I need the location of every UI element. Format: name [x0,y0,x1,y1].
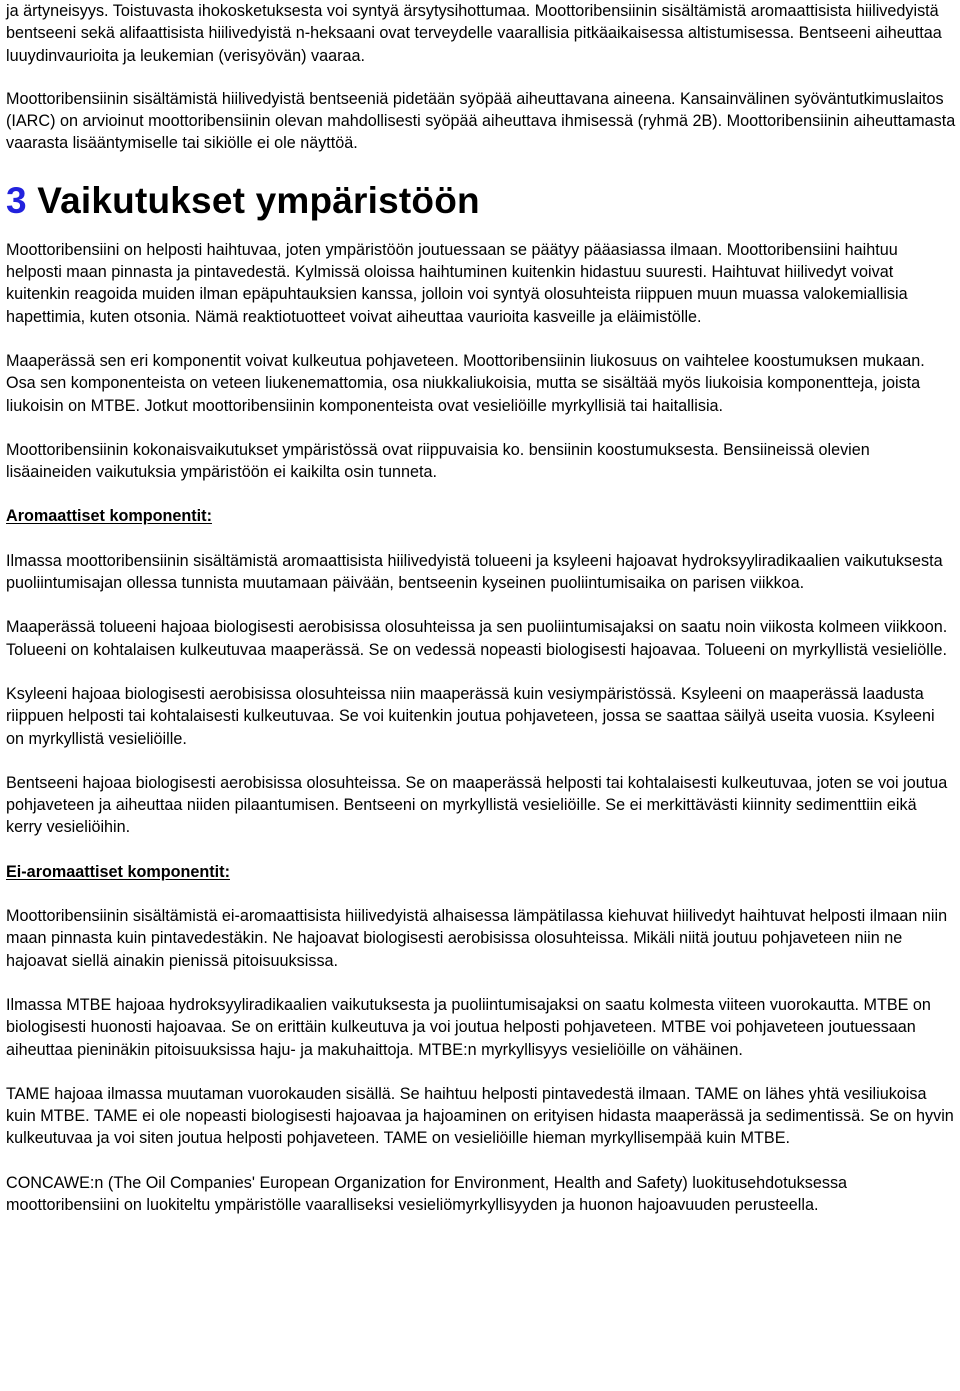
intro-paragraph-1: ja ärtyneisyys. Toistuvasta ihokosketuksesta voi syntyä ärsytysihottumaa. Moottoribensiinin sisältämistä aromaattisista hiilivedyistä bentseeni sekä alifaattisista hiilivedyistä n-heksaani ovat terveydelle vaarallisia pitkäaikaisessa altistumisessa. Bentseeni aiheuttaa luuydinvaurioita ja leukemian (verisyövän) vaaraa. [6,2,942,65]
nonaromatic-paragraph-1: Moottoribensiinin sisältämistä ei-aromaattisista hiilivedyistä alhaisessa lämpätilassa kiehuvat hiilivedyt haihtuvat helposti ilmaan niin maan pinnasta kuin pintavedestäkin. Ne hajoavat biologisesti aerobisissa olosuhteissa. Mikäli niitä joutuu pohjaveteen niin ne hajoavat siellä ainakin pienissä pitoisuuksissa. [6,907,948,970]
nonaromatic-heading: Ei-aromaattiset komponentit: [6,862,230,881]
section-title: Vaikutukset ympäristöön [37,179,480,221]
aromatic-paragraph-2: Maaperässä tolueeni hajoaa biologisesti aerobisissa olosuhteissa ja sen puoliintumisajaksi on saatu noin viikosta kolmeen viikkoon. Tolueeni on kohtalaisen kulkeutuvaa maaperässä. Se on vedessä nopeasti biologisesti hajoavaa. Tolueeni on myrkyllistä vesieliölle. [6,618,948,659]
aromatic-paragraph-3: Ksyleeni hajoaa biologisesti aerobisissa olosuhteissa niin maaperässä kuin vesiympäristössä. Ksyleeni on maaperässä laadusta riippuen helposti tai kohtalaisesti kulkeutuvaa. Se voi kuitenkin joutua pohjaveteen, jossa se saattaa säilyä useita vuosia. Ksyleeni on myrkyllistä vesieliöille. [6,684,935,748]
document-page [6,0,956,1216]
section-heading [6,179,956,223]
body-paragraph-3: Moottoribensiinin kokonaisvaikutukset ympäristössä ovat riippuvaisia ko. bensiinin koostumuksesta. Bensiineissä olevien lisäaineiden vaikutuksia ympäristöön ei kaikilta osin tunneta. [6,440,870,482]
body-paragraph-2: Maaperässä sen eri komponentit voivat kulkeutua pohjaveteen. Moottoribensiinin liukosuus on vaihtelee koostumuksen mukaan. Osa sen komponenteista on veteen liukenemattomia, osa niukkaliukoisia, mutta se sisältää myös liukoisia komponentteja, joista liukoisin on MTBE. Jotkut moottoribensiinin komponenteista ovat vesieliöille myrkyllisiä tai haitallisia. [6,351,925,415]
section-number: 3 [6,179,27,221]
aromatic-paragraph-1: Ilmassa moottoribensiinin sisältämistä aromaattisista hiilivedyistä tolueeni ja ksyleeni hajoavat hydroksyyliradikaalien vaikutuksesta puoliintumisajan ollessa tunnista muutamaan päivään, bentseenin kyseinen puoliintumisaika on parisen viikkoa. [6,551,943,593]
nonaromatic-paragraph-4: CONCAWE:n (The Oil Companies' European Organization for Environment, Health and Safety) luokitusehdotuksessa moottoribensiini on luokiteltu ympäristölle vaaralliseksi vesieliömyrkyllisyyden ja huonon hajoavuuden perusteella. [6,1173,848,1214]
intro-paragraph-2: Moottoribensiinin sisältämistä hiilivedyistä bentseeniä pidetään syöpää aiheuttavana aineena. Kansainvälinen syöväntutkimuslaitos (IARC) on arvioinut moottoribensiinin olevan mahdollisesti syöpää aiheuttava ihmisessä (ryhmä 2B). Moottoribensiinin aiheuttamasta vaarasta lisääntymiselle tai sikiölle ei ole näyttöä. [6,89,956,153]
aromatic-heading: Aromaattiset komponentit: [6,507,212,526]
nonaromatic-paragraph-3: TAME hajoaa ilmassa muutaman vuorokauden sisällä. Se haihtuu helposti pintavedestä ilmaan. TAME on lähes yhtä vesiliukoisa kuin MTBE. TAME ei ole nopeasti biologisesti hajoavaa ja hajoaminen on erityisen hidasta maaperässä ja sedimentissä. Se on hyvin kulkeutuvaa ja voi siten joutua helposti pohjaveteen. TAME on vesieliöille hieman myrkyllisempää kuin MTBE. [6,1084,954,1148]
nonaromatic-paragraph-2: Ilmassa MTBE hajoaa hydroksyyliradikaalien vaikutuksesta ja puoliintumisajaksi on saatu kolmesta viiteen vuorokautta. MTBE on biologisesti huonosti hajoavaa. Se on erittäin kulkeutuva ja voi joutua helposti pohjaveteen. MTBE voi pohjaveteen joutuessaan aiheuttaa pieninäkin pitoisuuksissa haju- ja makuhaittoja. MTBE:n myrkyllisyys vesieliöille on vähäinen. [6,995,931,1059]
aromatic-paragraph-4: Bentseeni hajoaa biologisesti aerobisissa olosuhteissa. Se on maaperässä helposti tai kohtalaisesti kulkeutuvaa, joten se voi joutua pohjaveteen ja aiheuttaa niiden pilaantumisen. Bentseeni on myrkyllistä vesieliöille. Se ei merkittävästi kiinnity sedimenttiin eikä kerry vesieliöihin. [6,773,948,837]
body-paragraph-1: Moottoribensiini on helposti haihtuvaa, joten ympäristöön joutuessaan se päätyy pääasiassa ilmaan. Moottoribensiini haihtuu helposti maan pinnasta ja pintavedestä. Kylmissä oloissa haihtuminen kuitenkin hidastuu suuresti. Haihtuvat hiilivedyt voivat kuitenkin reagoida muiden ilman epäpuhtauksien kanssa, jolloin voi syntyä olosuhteista riippuen muun muassa valokemiallisia hapettimia, kuten otsonia. Nämä reaktiotuotteet voivat aiheuttaa vaurioita kasveille ja eläimistölle. [6,240,908,326]
